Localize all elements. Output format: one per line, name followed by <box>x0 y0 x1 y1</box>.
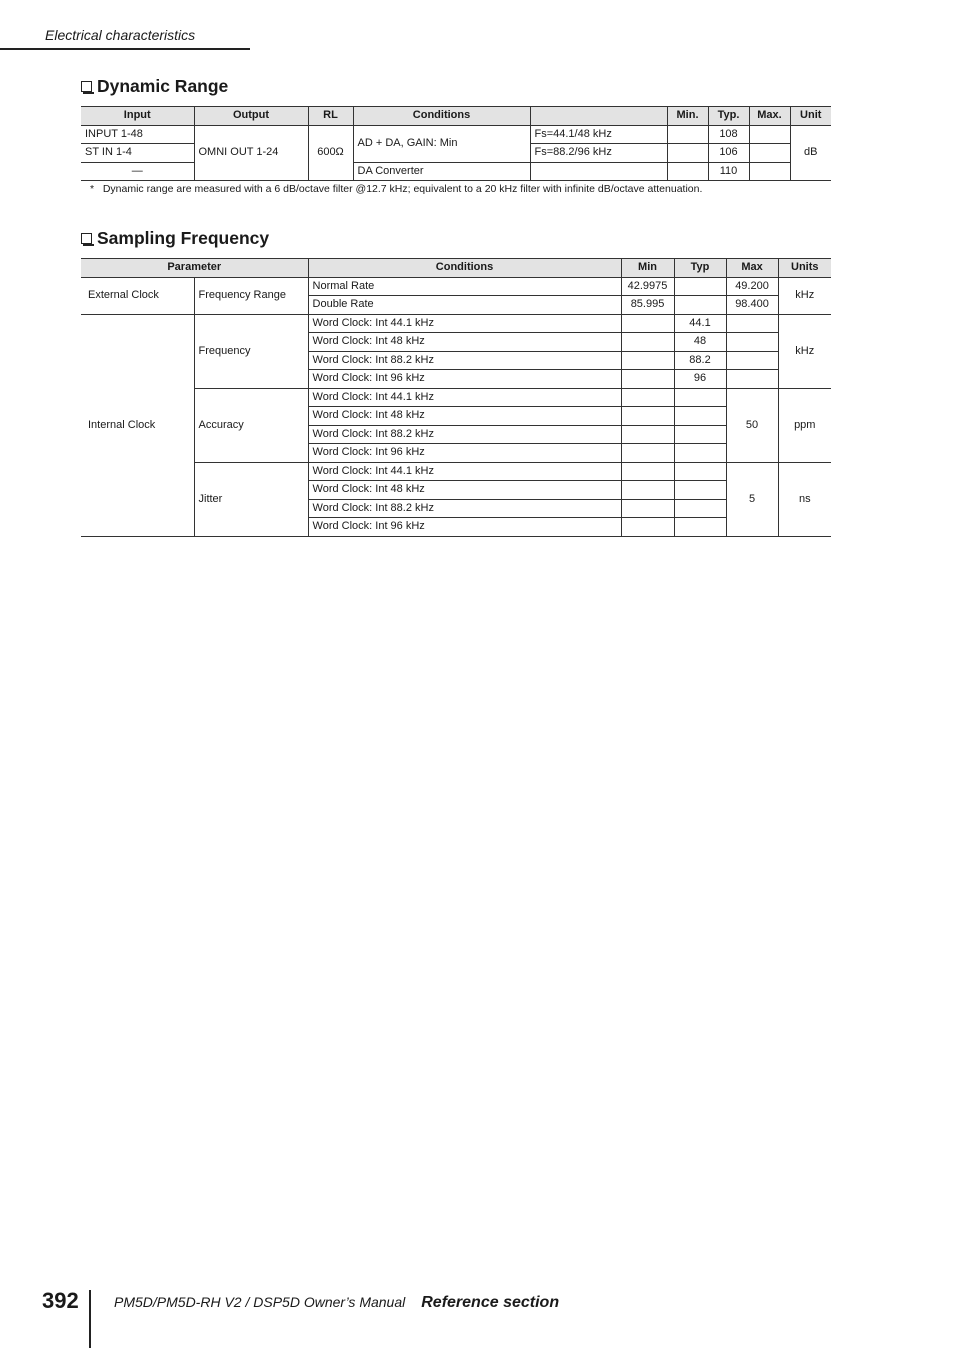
running-header: Electrical characteristics <box>45 27 196 43</box>
typ-cell <box>674 425 726 444</box>
min-cell <box>621 351 674 370</box>
fs-cell: Fs=44.1/48 kHz <box>530 125 667 144</box>
checkbox-bullet-icon <box>81 233 92 244</box>
min-cell <box>621 462 674 481</box>
dynamic-range-heading <box>81 76 228 97</box>
col-header: Max. <box>749 107 790 126</box>
typ-cell: 108 <box>708 125 749 144</box>
typ-cell <box>674 462 726 481</box>
conditions-cell: Word Clock: Int 96 kHz <box>308 444 621 463</box>
col-header: Conditions <box>308 259 621 278</box>
conditions-cell: Double Rate <box>308 296 621 315</box>
min-cell <box>621 499 674 518</box>
sampling-frequency-title: Sampling Frequency <box>97 228 270 248</box>
col-header: Unit <box>790 107 831 126</box>
col-header: RL <box>308 107 353 126</box>
min-cell: 85.995 <box>621 296 674 315</box>
typ-cell: 48 <box>674 333 726 352</box>
col-header: Output <box>194 107 308 126</box>
typ-cell: 88.2 <box>674 351 726 370</box>
col-header: Conditions <box>353 107 530 126</box>
checkbox-bullet-icon <box>81 81 92 92</box>
min-cell <box>667 125 708 144</box>
col-header: Units <box>778 259 831 278</box>
unit-cell: dB <box>790 125 831 181</box>
input-cell: INPUT 1-48 <box>81 125 194 144</box>
footer-rule <box>89 1290 91 1348</box>
conditions-cell: DA Converter <box>353 162 530 181</box>
manual-title: PM5D/PM5D-RH V2 / DSP5D Owner’s Manual <box>114 1294 406 1310</box>
col-header: Max <box>726 259 778 278</box>
max-cell <box>726 314 778 333</box>
col-header: Min <box>621 259 674 278</box>
max-cell: 98.400 <box>726 296 778 315</box>
max-cell <box>726 370 778 389</box>
col-header: Min. <box>667 107 708 126</box>
min-cell <box>621 407 674 426</box>
units-cell: ns <box>778 462 831 536</box>
sampling-frequency-heading <box>81 228 269 249</box>
units-cell: kHz <box>778 314 831 388</box>
footnote: * Dynamic range are measured with a 6 dB/octave filter @12.7 kHz; equivalent to a 20 kHz filter with infinite dB/octave attenuation. <box>90 183 703 195</box>
typ-cell <box>674 407 726 426</box>
min-cell <box>667 162 708 181</box>
typ-cell <box>674 444 726 463</box>
conditions-cell: Word Clock: Int 48 kHz <box>308 333 621 352</box>
max-cell <box>749 125 790 144</box>
conditions-cell: Word Clock: Int 88.2 kHz <box>308 499 621 518</box>
typ-cell <box>674 277 726 296</box>
min-cell <box>621 425 674 444</box>
typ-cell: 106 <box>708 144 749 163</box>
typ-cell <box>674 481 726 500</box>
col-header: Input <box>81 107 194 126</box>
col-header: Parameter <box>81 259 308 278</box>
page-number: 392 <box>42 1288 79 1313</box>
typ-cell <box>674 296 726 315</box>
conditions-cell: Word Clock: Int 48 kHz <box>308 407 621 426</box>
sub-parameter-cell: Frequency Range <box>194 277 308 314</box>
typ-cell: 110 <box>708 162 749 181</box>
max-cell <box>749 162 790 181</box>
parameter-cell: Internal Clock <box>81 314 194 536</box>
max-cell: 50 <box>726 388 778 462</box>
units-cell: ppm <box>778 388 831 462</box>
min-cell <box>621 333 674 352</box>
min-cell <box>621 518 674 537</box>
conditions-cell: Word Clock: Int 96 kHz <box>308 370 621 389</box>
sampling-frequency-table <box>81 258 831 537</box>
min-cell <box>621 444 674 463</box>
table-row <box>81 277 831 296</box>
col-header <box>530 107 667 126</box>
typ-cell <box>674 388 726 407</box>
table-row <box>81 125 831 144</box>
parameter-cell: External Clock <box>81 277 194 314</box>
max-cell: 49.200 <box>726 277 778 296</box>
sub-parameter-cell: Jitter <box>194 462 308 536</box>
table-header-row <box>81 259 831 278</box>
max-cell <box>726 333 778 352</box>
min-cell <box>667 144 708 163</box>
table-header-row <box>81 107 831 126</box>
conditions-cell: Word Clock: Int 88.2 kHz <box>308 351 621 370</box>
conditions-cell: Word Clock: Int 44.1 kHz <box>308 388 621 407</box>
min-cell <box>621 481 674 500</box>
conditions-cell: Word Clock: Int 44.1 kHz <box>308 314 621 333</box>
conditions-cell: AD + DA, GAIN: Min <box>353 125 530 162</box>
conditions-cell: Word Clock: Int 88.2 kHz <box>308 425 621 444</box>
min-cell <box>621 370 674 389</box>
min-cell: 42.9975 <box>621 277 674 296</box>
header-rule <box>0 48 250 50</box>
min-cell <box>621 314 674 333</box>
table-row <box>81 314 831 333</box>
typ-cell: 96 <box>674 370 726 389</box>
max-cell: 5 <box>726 462 778 536</box>
conditions-cell: Normal Rate <box>308 277 621 296</box>
typ-cell: 44.1 <box>674 314 726 333</box>
max-cell <box>726 351 778 370</box>
section-name: Reference section <box>421 1294 560 1311</box>
typ-cell <box>674 499 726 518</box>
units-cell: kHz <box>778 277 831 314</box>
col-header: Typ. <box>708 107 749 126</box>
sub-parameter-cell: Accuracy <box>194 388 308 462</box>
table-row <box>81 162 831 181</box>
dynamic-range-title: Dynamic Range <box>97 76 229 96</box>
fs-cell <box>530 162 667 181</box>
min-cell <box>621 388 674 407</box>
typ-cell <box>674 518 726 537</box>
dynamic-range-table <box>81 106 831 181</box>
input-cell: ST IN 1-4 <box>81 144 194 163</box>
conditions-cell: Word Clock: Int 44.1 kHz <box>308 462 621 481</box>
max-cell <box>749 144 790 163</box>
conditions-cell: Word Clock: Int 96 kHz <box>308 518 621 537</box>
table-row <box>81 388 831 407</box>
table-row <box>81 462 831 481</box>
sub-parameter-cell: Frequency <box>194 314 308 388</box>
fs-cell: Fs=88.2/96 kHz <box>530 144 667 163</box>
output-cell: OMNI OUT 1-24 <box>194 125 308 181</box>
rl-cell: 600Ω <box>308 125 353 181</box>
footer <box>114 1294 559 1312</box>
col-header: Typ <box>674 259 726 278</box>
input-cell: — <box>81 162 194 181</box>
conditions-cell: Word Clock: Int 48 kHz <box>308 481 621 500</box>
